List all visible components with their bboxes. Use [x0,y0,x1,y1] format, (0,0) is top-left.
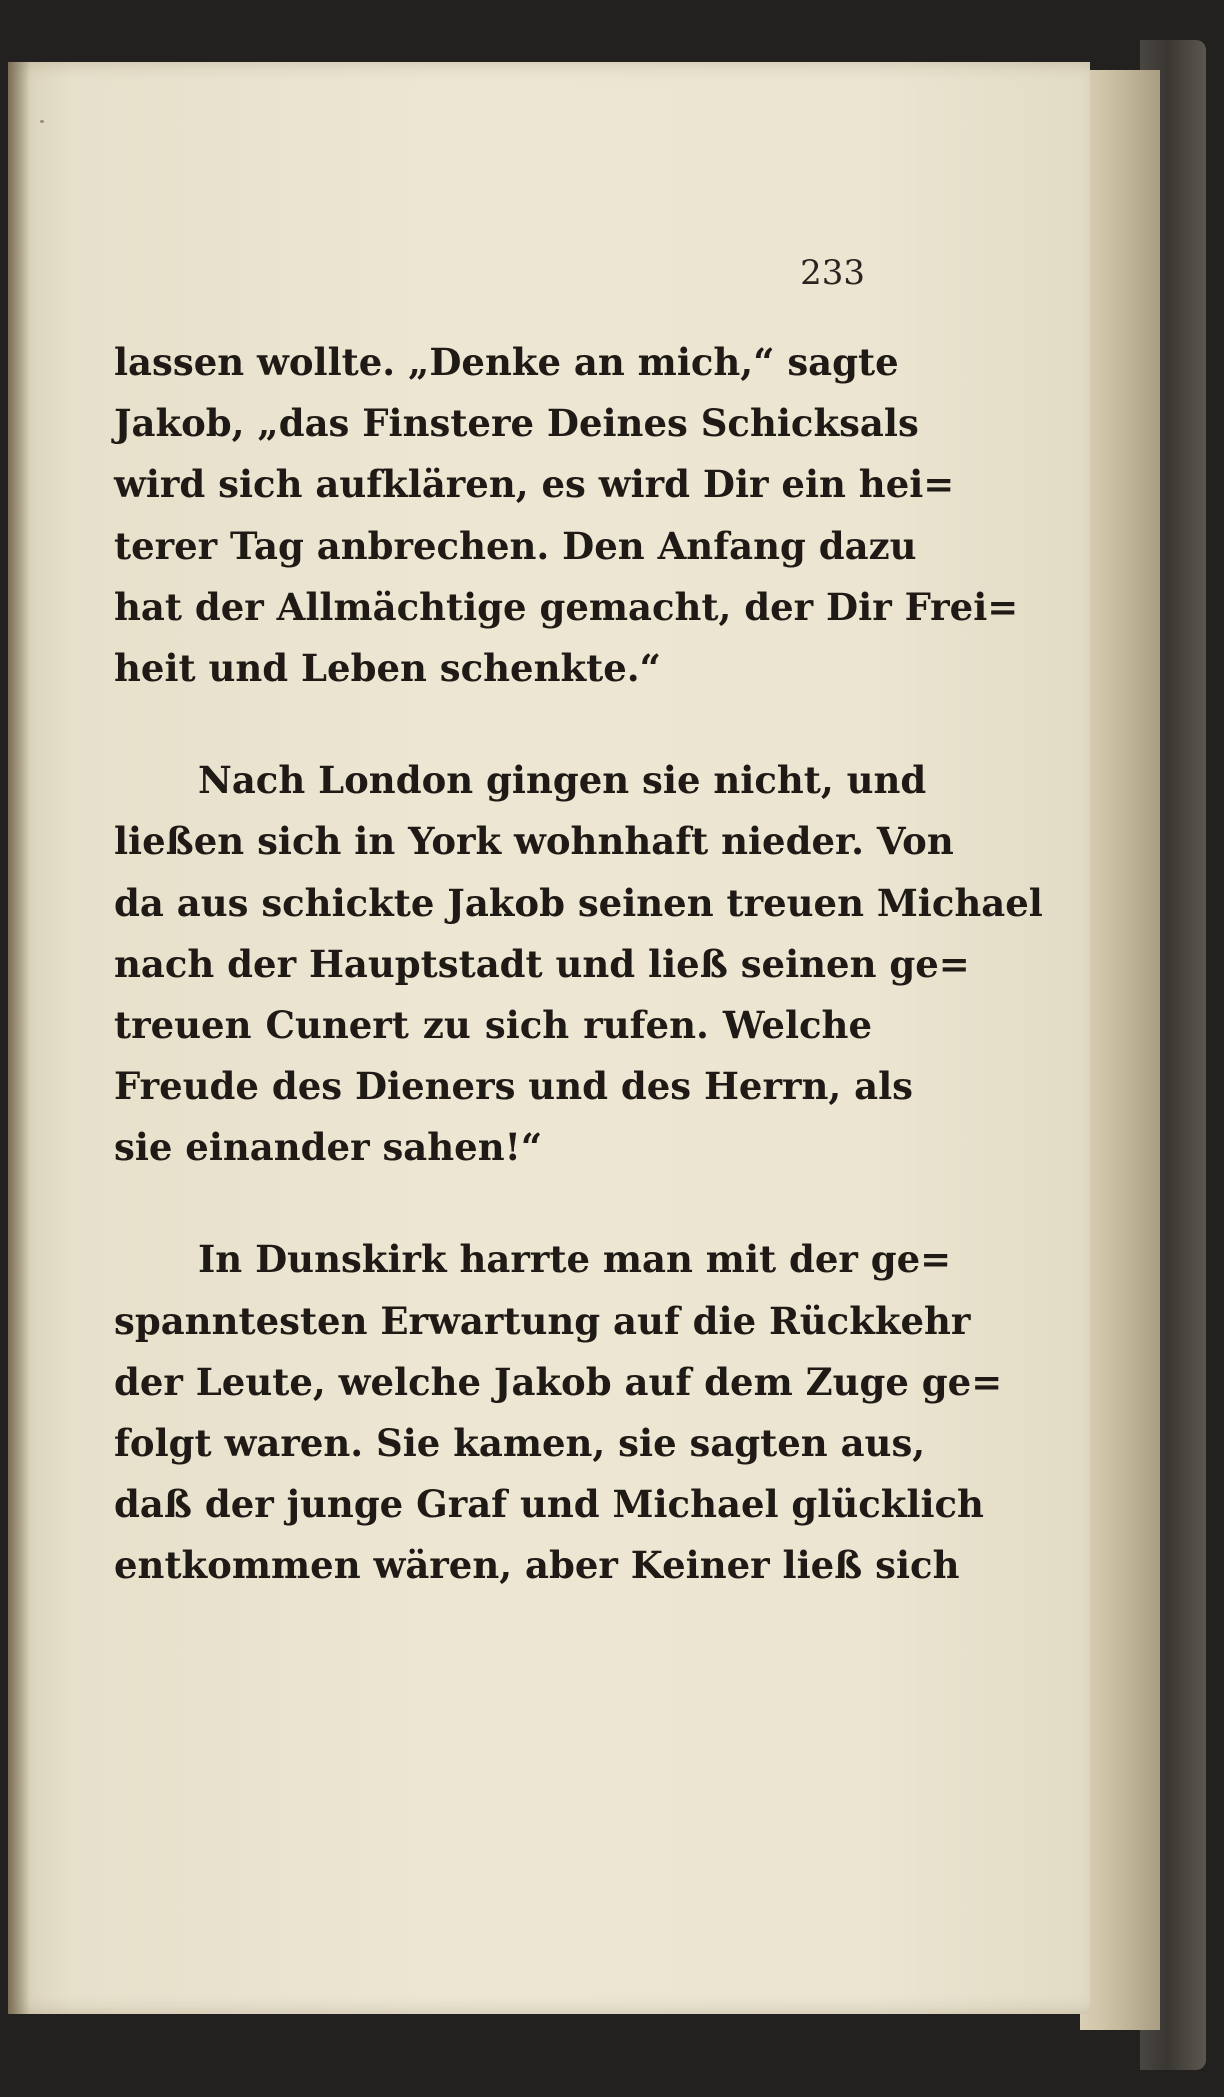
text-line: der Leute, welche Jakob auf dem Zuge ge= [114,1359,1003,1404]
page-gutter-shadow [8,62,30,2014]
page-stack-edge [1080,70,1160,2030]
text-line: Freude des Dieners und des Herrn, als [114,1064,913,1109]
text-line: daß der junge Graf und Michael glücklich [114,1482,984,1527]
text-line: heit und Leben schenkte.“ [114,645,661,690]
text-line: treuen Cunert zu sich rufen. Welche [114,1002,872,1047]
text-line: In Dunskirk harrte man mit der ge= [198,1237,952,1282]
text-line: terer Tag anbrechen. Den Anfang dazu [114,523,917,568]
text-line: da aus schickte Jakob seinen treuen Michael [114,880,1043,925]
text-line: ließen sich in York wohnhaft nieder. Von [114,819,954,864]
text-line: lassen wollte. „Denke an mich,“ sagte [114,340,899,384]
paragraph-gap [114,1178,872,1229]
page-number: 233 [800,253,865,293]
text-line: sie einander sahen!“ [114,1125,543,1170]
paragraph-gap [114,699,872,750]
text-line: wird sich aufklären, es wird Dir ein hei= [114,462,955,507]
body-text [114,332,1043,1597]
text-line: Jakob, „das Finstere Deines Schicksals [114,401,919,446]
text-line: folgt waren. Sie kamen, sie sagten aus, [114,1421,926,1465]
text-line: entkommen wären, aber Keiner ließ sich [114,1543,960,1588]
text-line: hat der Allmächtige gemacht, der Dir Frei= [114,584,1019,629]
paper-speck [40,120,44,123]
text-line: nach der Hauptstadt und ließ seinen ge= [114,941,970,986]
text-line: spanntesten Erwartung auf die Rückkehr [114,1298,971,1343]
text-line: Nach London gingen sie nicht, und [198,758,927,803]
